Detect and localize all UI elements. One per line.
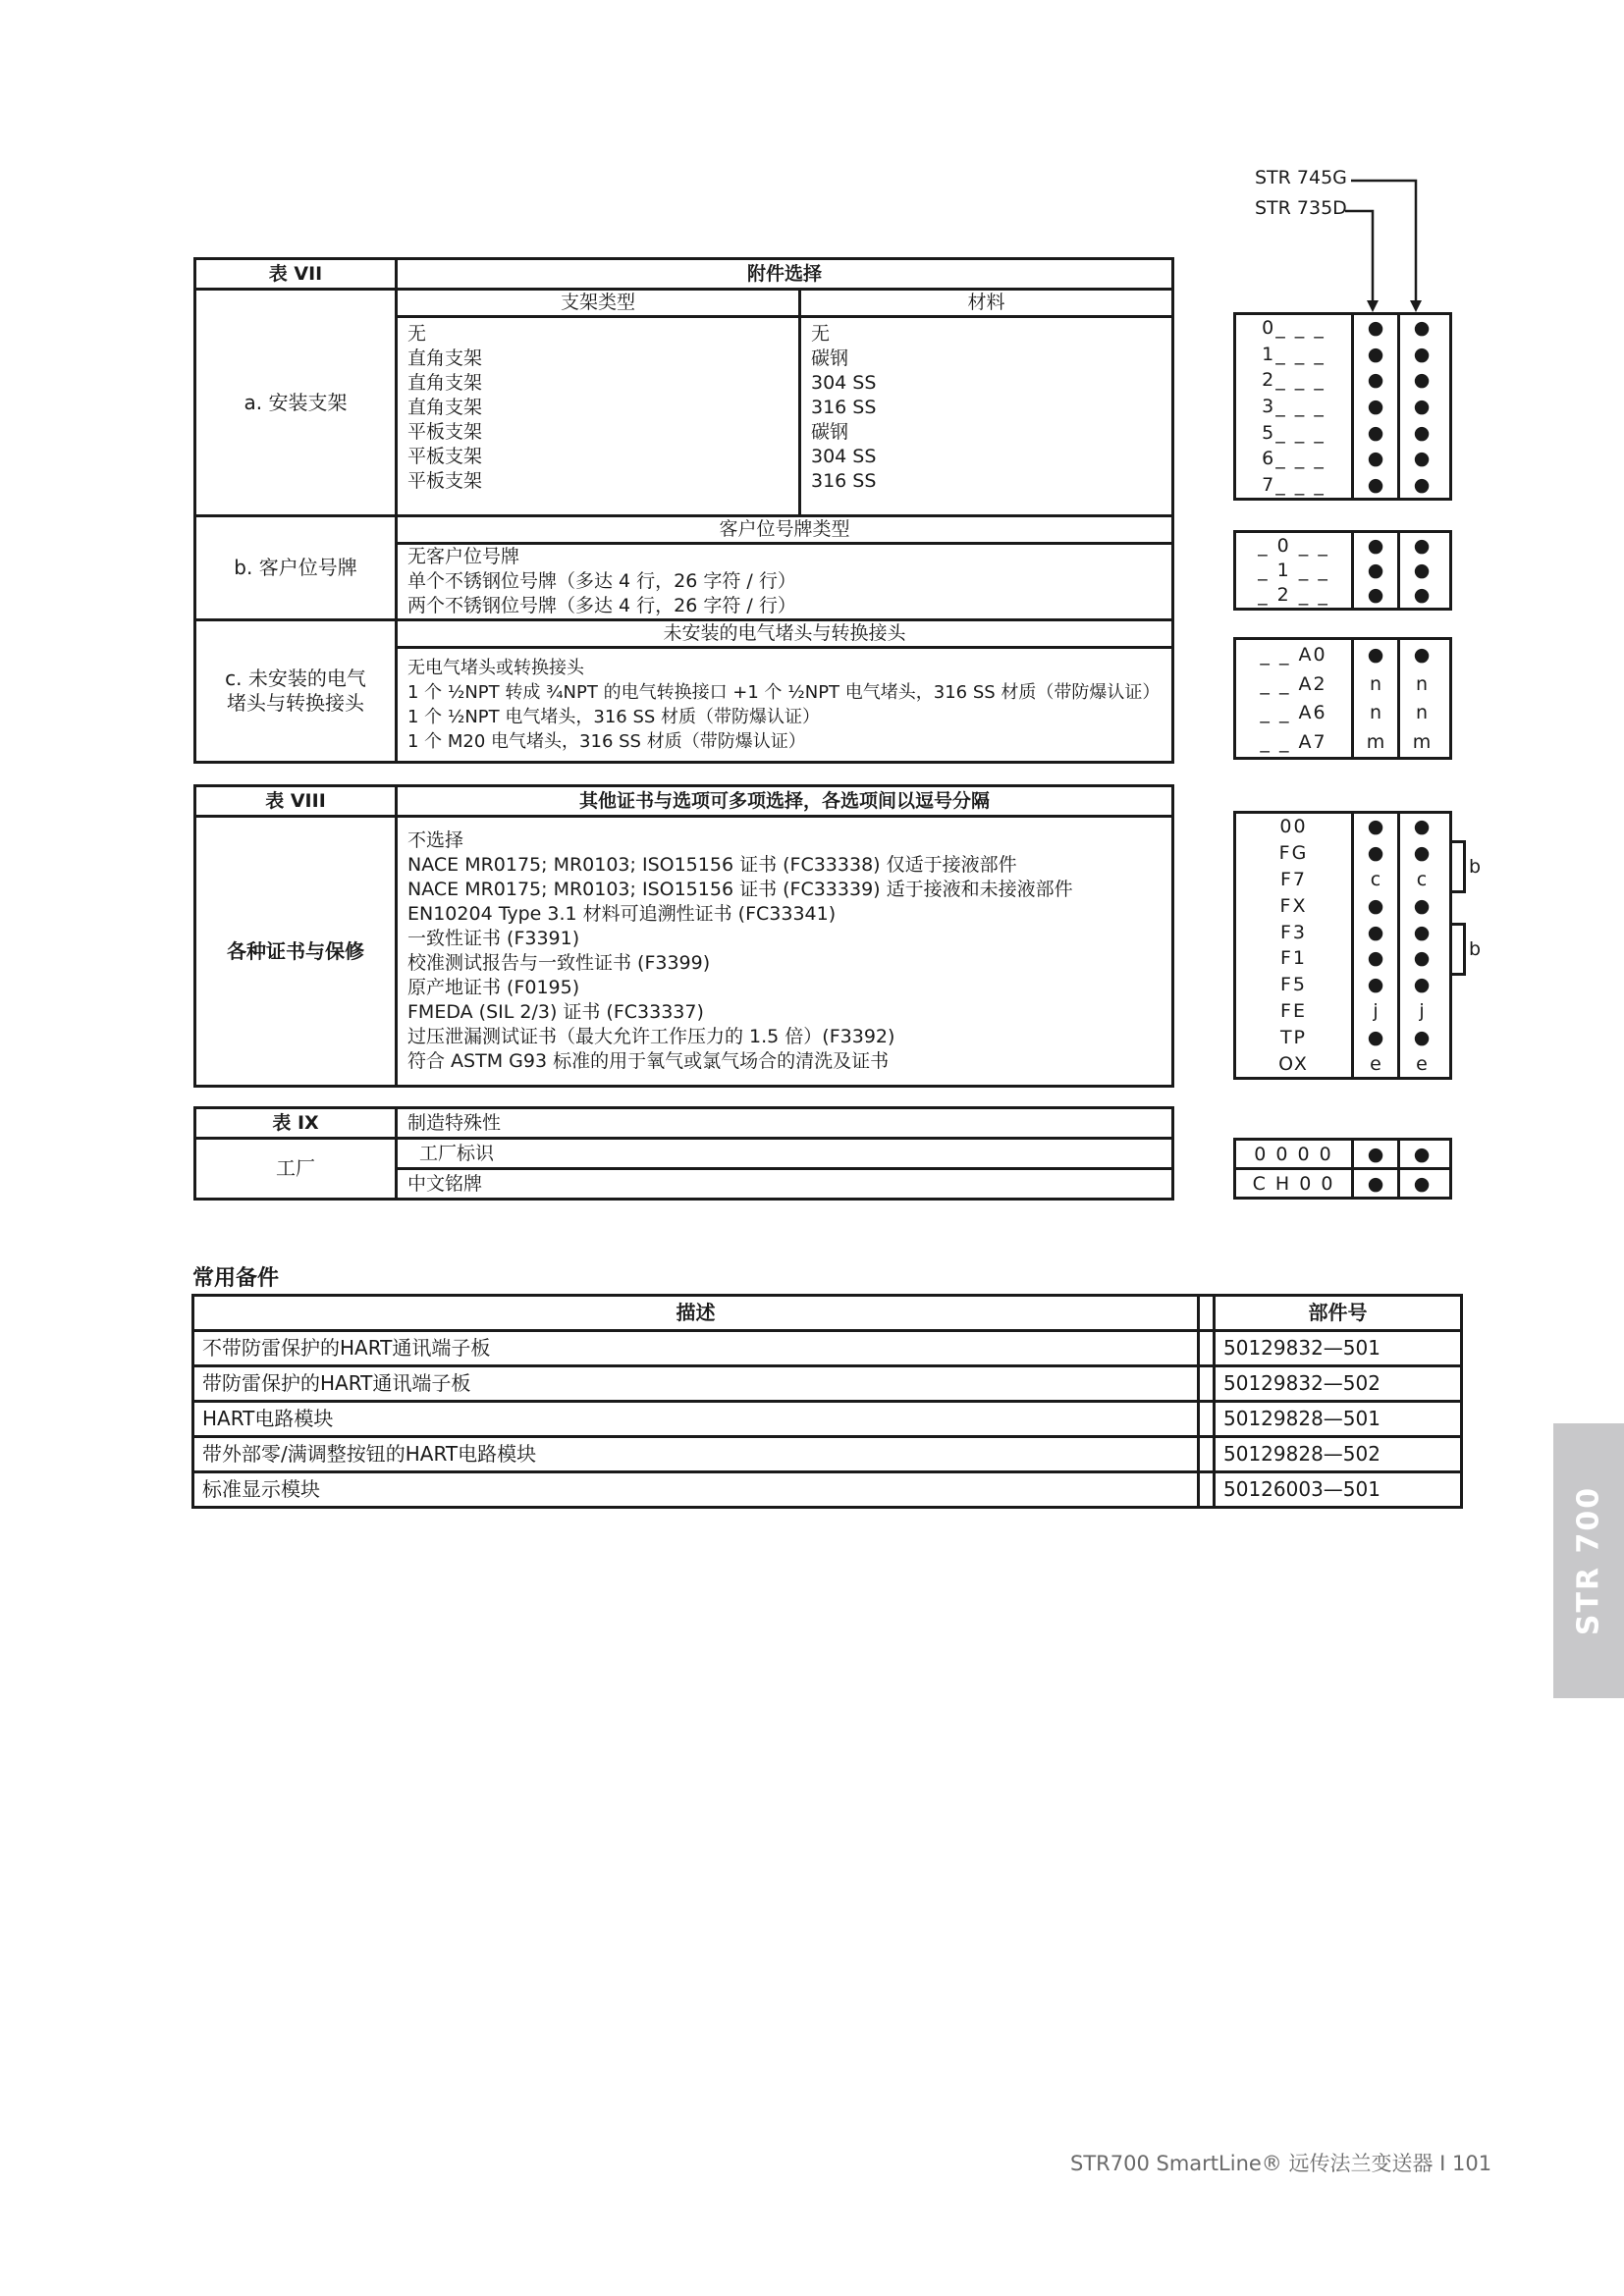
spares-spacer [1199,1402,1215,1437]
availability-mark: ● [1367,369,1384,392]
availability-mark: e [1370,1052,1381,1075]
option-code: 0 0 0 0 [1254,1143,1333,1165]
availability-mark: n [1415,672,1429,695]
availability-mark: ● [1413,448,1431,470]
spares-spacer [1199,1331,1215,1366]
list-item: 校准测试报告与一致性证书 (F3399) [407,952,711,974]
customer-tag-subheading: 客户位号牌类型 [397,516,1173,544]
availability-mark: ● [1413,921,1431,943]
code-column [1236,315,1351,498]
spares-desc-cell: 不带防雷保护的HART通讯端子板 [193,1331,1199,1366]
option-code: OX [1278,1052,1309,1075]
availability-mark: c [1416,868,1428,890]
customer-tag-label: b. 客户位号牌 [195,516,397,620]
availability-mark: ● [1413,1143,1431,1165]
code-box-factory-1 [1233,1138,1452,1170]
availability-mark: ● [1367,643,1384,666]
spares-table [191,1294,1463,1509]
conduit-plug-subheading: 未安装的电气堵头与转换接头 [397,620,1173,648]
spares-part-cell: 50126003—501 [1215,1472,1462,1508]
availability-mark: j [1373,999,1379,1022]
availability-mark: n [1369,702,1382,724]
list-item: 直角支架 [407,372,483,394]
list-item: NACE MR0175; MR0103; ISO15156 证书 (FC33339) 适于接液和未接液部件 [407,879,1073,900]
list-item: FMEDA (SIL 2/3) 证书 (FC33337) [407,1001,704,1023]
list-item: 碳钢 [811,421,849,443]
spares-desc-cell: 带外部零/满调整按钮的HART电路模块 [193,1437,1199,1472]
option-code: 6_ _ _ [1262,448,1326,470]
availability-column-745g [1397,640,1443,757]
availability-mark: ● [1367,816,1384,838]
list-item: 316 SS [811,470,877,492]
code-column [1236,533,1351,608]
availability-mark: ● [1367,317,1384,340]
table-viii-heading: 其他证书与选项可多项选择，各选项间以逗号分隔 [397,786,1173,817]
conduit-plug-label [195,620,397,763]
spares-spacer [1199,1366,1215,1402]
option-code: 7_ _ _ [1262,473,1326,496]
availability-column-735d [1351,1141,1397,1167]
code-column [1236,640,1351,757]
side-section-tab-label: STR 700 [1571,1485,1606,1636]
spares-title: 常用备件 [192,1266,280,1291]
availability-mark: ● [1413,974,1431,996]
availability-column-745g [1397,814,1443,1077]
option-code: _ _ A6 [1260,702,1327,724]
option-code: FX [1279,894,1308,917]
list-item: 无电气堵头或转换接头 [407,658,584,678]
list-item: 无 [811,323,831,345]
table-vii [193,257,1174,764]
spares-part-header: 部件号 [1215,1296,1462,1331]
code-column [1236,1141,1351,1167]
availability-column-735d [1351,533,1397,608]
option-code: C H 0 0 [1252,1172,1335,1195]
bracket-type-header: 支架类型 [397,290,800,317]
factory-label: 工厂 [195,1139,397,1200]
list-item: 过压泄漏测试证书（最大允许工作压力的 1.5 倍）(F3392) [407,1026,895,1047]
availability-mark: j [1419,999,1425,1022]
table-ix [193,1106,1174,1201]
list-item: 1 个 M20 电气堵头，316 SS 材质（带防爆认证） [407,731,806,752]
list-item: 直角支架 [407,347,483,369]
spares-desc-cell: 标准显示模块 [193,1472,1199,1508]
list-item: 中文铭牌 [397,1169,1173,1200]
availability-mark: ● [1367,473,1384,496]
availability-mark: ● [1413,317,1431,340]
table-ix-heading: 制造特殊性 [397,1108,1173,1139]
availability-mark: ● [1367,1143,1384,1165]
option-code: F5 [1279,974,1308,996]
spares-part-cell: 50129828—501 [1215,1402,1462,1437]
option-code: _ 0 _ _ [1258,534,1329,557]
availability-column-735d [1351,315,1397,498]
restriction-bracket [1452,923,1466,976]
list-item: 1 个 ½NPT 转成 ¾NPT 的电气转换接口 +1 个 ½NPT 电气堵头，316 SS 材质（带防爆认证） [407,682,1161,703]
availability-column-745g [1397,533,1443,608]
conduit-plug-list [397,648,1173,763]
table-row [193,1472,1462,1508]
spares-part-cell: 50129828—502 [1215,1437,1462,1472]
list-item: 一致性证书 (F3391) [407,928,580,949]
availability-column-745g [1397,1141,1443,1167]
availability-mark: m [1412,731,1432,754]
certificates-label: 各种证书与保修 [195,817,397,1087]
restriction-bracket [1452,840,1466,893]
option-code: TP [1279,1026,1308,1048]
list-item: EN10204 Type 3.1 材料可追溯性证书 (FC33341) [407,903,837,925]
availability-column-745g [1397,1170,1443,1197]
mounting-bracket-label: a. 安装支架 [195,290,397,516]
option-code: _ _ A7 [1260,731,1327,754]
table-row [193,1437,1462,1472]
availability-mark: ● [1413,842,1431,865]
availability-mark: ● [1367,395,1384,417]
option-code: FE [1280,999,1307,1022]
list-item: 无 [407,323,427,345]
list-item: 工厂标识 [397,1139,1173,1169]
availability-mark: ● [1413,584,1431,607]
restriction-bracket-label: b [1469,856,1482,878]
model-arrows [1335,167,1453,314]
spares-part-cell: 50129832—501 [1215,1331,1462,1366]
spares-desc-header: 描述 [193,1296,1199,1331]
code-box-conduit [1233,637,1452,760]
list-item: 平板支架 [407,421,483,443]
certificates-list [397,817,1173,1087]
availability-mark: m [1366,731,1385,754]
table-row [193,1331,1462,1366]
code-column [1236,814,1351,1077]
table-vii-heading: 附件选择 [397,259,1173,290]
table-row [193,1366,1462,1402]
list-item: 304 SS [811,446,877,467]
availability-mark: e [1416,1052,1428,1075]
availability-mark: c [1370,868,1381,890]
list-item: 碳钢 [811,347,849,369]
table-ix-title: 表 IX [195,1108,397,1139]
availability-mark: ● [1367,343,1384,365]
availability-mark: ● [1367,1172,1384,1195]
availability-mark: ● [1367,921,1384,943]
availability-mark: ● [1367,448,1384,470]
availability-mark: ● [1367,842,1384,865]
table-viii [193,784,1174,1088]
availability-mark: n [1369,672,1382,695]
option-code: _ _ A2 [1260,672,1327,695]
availability-mark: ● [1367,559,1384,581]
availability-mark: ● [1367,974,1384,996]
list-item: 316 SS [811,397,877,418]
list-item: 1 个 ½NPT 电气堵头，316 SS 材质（带防爆认证） [407,707,821,727]
availability-mark: ● [1367,584,1384,607]
side-section-tab [1553,1423,1624,1698]
availability-mark: ● [1413,421,1431,444]
page-footer: STR700 SmartLine® 远传法兰变送器 I 101 [1070,2152,1492,2175]
option-code: F7 [1279,868,1308,890]
bracket-type-list [397,317,800,516]
material-list [800,317,1173,516]
availability-mark: ● [1367,894,1384,917]
availability-mark: ● [1413,894,1431,917]
code-box-bracket [1233,312,1452,501]
availability-mark: ● [1367,947,1384,970]
list-item: 单个不锈钢位号牌（多达 4 行，26 字符 / 行） [407,570,796,592]
list-item: 平板支架 [407,470,483,492]
customer-tag-list [397,544,1173,620]
availability-mark: ● [1413,534,1431,557]
option-code: _ 1 _ _ [1258,559,1329,581]
spares-spacer [1199,1437,1215,1472]
option-code: 00 [1279,816,1308,838]
table-vii-title: 表 VII [195,259,397,290]
table-row [193,1402,1462,1437]
option-code: F3 [1279,921,1308,943]
code-column [1236,1170,1351,1197]
spares-desc-cell: 带防雷保护的HART通讯端子板 [193,1366,1199,1402]
availability-mark: ● [1413,395,1431,417]
list-item: 符合 ASTM G93 标准的用于氧气或氯气场合的清洗及证书 [407,1050,890,1072]
option-code: 0_ _ _ [1262,317,1326,340]
list-item: 不选择 [407,829,464,851]
availability-mark: ● [1413,1172,1431,1195]
availability-mark: ● [1367,1026,1384,1048]
availability-mark: ● [1367,534,1384,557]
list-item: 两个不锈钢位号牌（多达 4 行，26 字符 / 行） [407,595,796,616]
spares-spacer [1199,1472,1215,1508]
availability-mark: n [1415,702,1429,724]
option-code: 2_ _ _ [1262,369,1326,392]
availability-column-745g [1397,315,1443,498]
availability-mark: ● [1413,369,1431,392]
table-viii-title: 表 VIII [195,786,397,817]
list-item: NACE MR0175; MR0103; ISO15156 证书 (FC33338) 仅适于接液部件 [407,854,1017,876]
list-item: 无客户位号牌 [407,546,520,567]
code-box-tag [1233,530,1452,611]
availability-mark: ● [1413,947,1431,970]
code-box-certificates [1233,811,1452,1080]
conduit-plug-label-line1: c. 未安装的电气 [225,667,366,690]
list-item: 平板支架 [407,446,483,467]
spares-desc-cell: HART电路模块 [193,1402,1199,1437]
option-code: 5_ _ _ [1262,421,1326,444]
availability-mark: ● [1367,421,1384,444]
model-label-745g: STR 745G [1255,167,1347,188]
material-header: 材料 [800,290,1173,317]
option-code: FG [1278,842,1309,865]
availability-mark: ● [1413,643,1431,666]
spares-part-cell: 50129832—502 [1215,1366,1462,1402]
list-item: 原产地证书 (F0195) [407,977,580,998]
availability-column-735d [1351,640,1397,757]
list-item: 304 SS [811,372,877,394]
option-code: 3_ _ _ [1262,395,1326,417]
option-code: 1_ _ _ [1262,343,1326,365]
availability-mark: ● [1413,1026,1431,1048]
list-item: 直角支架 [407,397,483,418]
availability-column-735d [1351,1170,1397,1197]
code-box-factory-2 [1233,1167,1452,1200]
conduit-plug-label-line2: 堵头与转换接头 [227,691,364,715]
restriction-bracket-label: b [1469,938,1482,960]
availability-mark: ● [1413,473,1431,496]
availability-column-735d [1351,814,1397,1077]
availability-mark: ● [1413,816,1431,838]
option-code: _ 2 _ _ [1258,584,1329,607]
availability-mark: ● [1413,559,1431,581]
availability-mark: ● [1413,343,1431,365]
option-code: _ _ A0 [1260,643,1327,666]
option-code: F1 [1279,947,1308,970]
model-label-735d: STR 735D [1255,197,1347,219]
spares-spacer [1199,1296,1215,1331]
